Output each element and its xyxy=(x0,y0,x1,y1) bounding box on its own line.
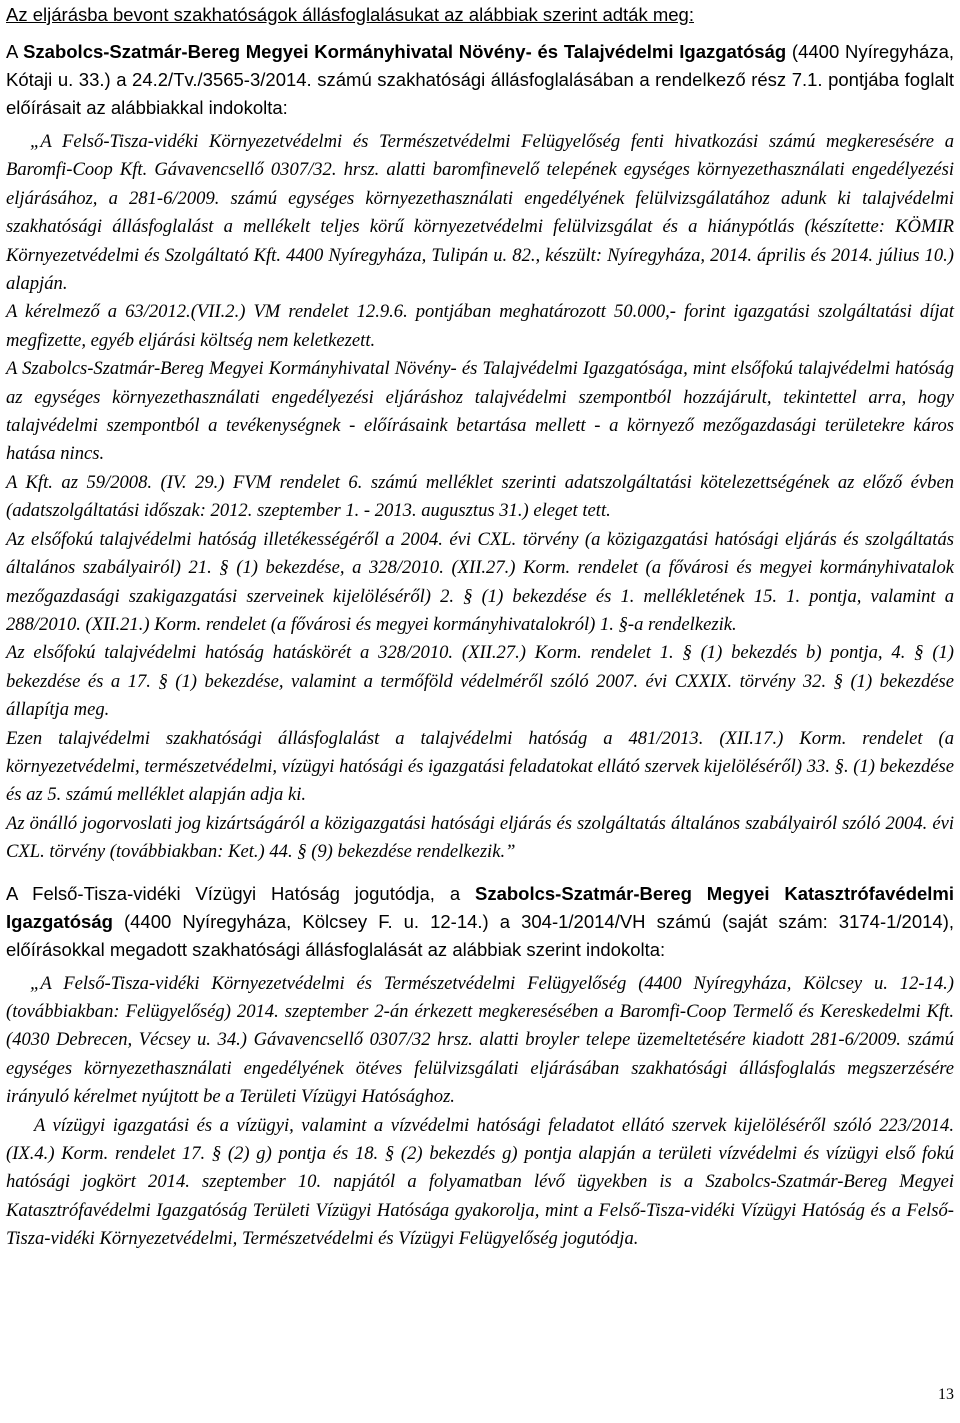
authority-1-name: Szabolcs-Szatmár-Bereg Megyei Kormányhivatal Növény- és Talajvédelmi Igazgatóság xyxy=(23,41,787,62)
authority-2-name: Szabolcs-Szatmár-Bereg Megyei Katasztrófavédelmi Igazgatóság xyxy=(6,882,955,932)
quote1-paragraph: Az önálló jogorvoslati jog kizártságáról a közigazgatási hatósági eljárás és szolgáltatás általános szabályairól szóló 2004. évi CXL. törvény (továbbiakban: Ket.) 44. § (9) bekezdése rendelkezik.” xyxy=(6,812,954,863)
authority-2-prefix: A Felső-Tisza-vidéki Vízügyi Hatóság jogutódja, a xyxy=(6,882,475,904)
authority-paragraph-2 xyxy=(6,880,954,964)
quote1-paragraph: Az elsőfokú talajvédelmi hatóság hatáskörét a 328/2010. (XII.27.) Korm. rendelet 1. § (1) bekezdés b) pontja, 4. § (1) bekezdése és a 17. § (1) bekezdése, valamint a termőföld védelméről szóló 2007. évi CXXIX. törvény 32. § (1) bekezdése állapítja meg. xyxy=(6,642,954,721)
quote2-paragraph: A vízügyi igazgatási és a vízügyi, valamint a vízvédelmi hatósági feladatot ellátó szervek kijelöléséről szóló 223/2014. (IX.4.) Korm. rendelet 17. § (2) g) pontja és 18. § (2) bekezdés g) pontja alapján a területi vízvédelmi és vízügyi első fokú hatósági jogkört 2014. szeptember 10. napjától a folyamatban lévő ügyekben is a Szabolcs-Szatmár-Bereg Megyei Katasztrófavédelmi Igazgatóság Területi Vízügyi Hatósága gyakorolja, mint a Felső-Tisza-vidéki Vízügyi Hatóság és a Felső-Tisza-vidéki Környezetvédelmi, Természetvédelmi és Vízügyi Felügyelőség jogutódja. xyxy=(6,1114,954,1250)
quote2-paragraph: „A Felső-Tisza-vidéki Környezetvédelmi és Természetvédelmi Felügyelőség (4400 Nyíregyháza, Kölcsey u. 12-14.) (továbbiakban: Felügyelőség) 2014. szeptember 2-án érkezett megkeresésében a Baromfi-Coop Termelő és Kereskedelmi Kft. (4030 Debrecen, Vécsey u. 34.) Gávavencsellő 0307/32 hrsz. alatti broyler telepe üzemeltetésére kiadott 281-6/2009. számú egységes környezethasználati engedélyének ötéves felülvizsgálati eljárásában szakhatósági állásfoglalás megszerzésére irányuló kérelmet nyújtott be a Területi Vízügyi Hatósághoz. xyxy=(6,972,954,1108)
authority-1-text: (4400 Nyíregyháza, Kótaji u. 33.) a 24.2/Tv./3565-3/2014. számú szakhatósági állásfoglalásában a rendelkező rész 7.1. pontjába foglalt előírásait az alábbiakkal indokolta: xyxy=(6,41,954,118)
quote1-paragraph: A Kft. az 59/2008. (IV. 29.) FVM rendelet 6. számú melléklet szerinti adatszolgáltatási kötelezettségének az előző évben (adatszolgáltatási időszak: 2012. szeptember 1. - 2013. augusztus 31.) eleget tett. xyxy=(6,471,954,522)
quote1-paragraph: A Szabolcs-Szatmár-Bereg Megyei Kormányhivatal Növény- és Talajvédelmi Igazgatósága, mint elsőfokú talajvédelmi hatóság az egységes környezethasználati engedélyezési eljáráshoz talajvédelmi szempontból hozzájárult, tekintettel arra, hogy talajvédelmi szempontból a tevékenységnek - előírásaink betartása mellett - a környező mezőgazdasági területekre káros hatása nincs. xyxy=(6,358,954,465)
authority-1-prefix: A xyxy=(6,41,24,62)
authority-2-text: (4400 Nyíregyháza, Kölcsey F. u. 12-14.) a 304-1/2014/VH számú (saját szám: 3174-1/2014), előírásokkal megadott szakhatósági állásfoglalását az alábbiak szerint indokolta: xyxy=(6,910,954,960)
authority-paragraph-1 xyxy=(6,38,954,122)
document-body xyxy=(6,38,954,1254)
quote1-paragraph: „A Felső-Tisza-vidéki Környezetvédelmi és Természetvédelmi Felügyelőség fenti hivatkozási számú megkeresésére a Baromfi-Coop Kft. Gávavencsellő 0307/32. hrsz. alatti baromfinevelő telepének egységes környezethasználati engedélyezési eljárásához, a 281-6/2009. számú egységes környezethasználati engedélyének felülvizsgálatához adunk ki talajvédelmi szakhatósági állásfoglalást a mellékelt teljes körű környezetvédelmi felülvizsgálat és a hiánypótlás (készítette: KÖMIR Környezetvédelmi és Szolgáltató Kft. 4400 Nyíregyháza, Tulipán u. 82., készült: Nyíregyháza, 2014. április és 2014. július 10.) alapján. xyxy=(6,131,954,295)
page-number: 13 xyxy=(938,1385,954,1403)
section-heading: Az eljárásba bevont szakhatóságok állásfoglalásukat az alábbiak szerint adták meg: xyxy=(6,4,694,25)
quote1-paragraph: A kérelmező a 63/2012.(VII.2.) VM rendelet 12.9.6. pontjában meghatározott 50.000,- forint igazgatási szolgáltatási díjat megfizette, egyéb eljárási költség nem keletkezett. xyxy=(6,301,954,351)
quote1-paragraph: Ezen talajvédelmi szakhatósági állásfoglalást a talajvédelmi hatóság a 481/2013. (XII.17.) Korm. rendelet (a környezetvédelmi, természetvédelmi, vízügyi hatósági és igazgatási feladatokat ellátó szervek kijelöléséről) 33. §. (1) bekezdése és az 5. számú melléklet alapján adja ki. xyxy=(6,727,954,806)
quote1-paragraph: Az elsőfokú talajvédelmi hatóság illetékességéről a 2004. évi CXL. törvény (a közigazgatási hatósági eljárás és szolgáltatás általános szabályairól) 21. § (1) bekezdése, a 328/2010. (XII.27.) Korm. rendelet (a fővárosi és megyei kormányhivatalok mezőgazdasági szakigazgatási szerveinek kijelöléséről) 2. § (1) bekezdése és 1. mellékletének 15. 1. pontja, valamint a 288/2010. (XII.21.) Korm. rendelet (a fővárosi és megyei kormányhivatalokról) 1. §-a rendelkezik. xyxy=(6,528,954,635)
